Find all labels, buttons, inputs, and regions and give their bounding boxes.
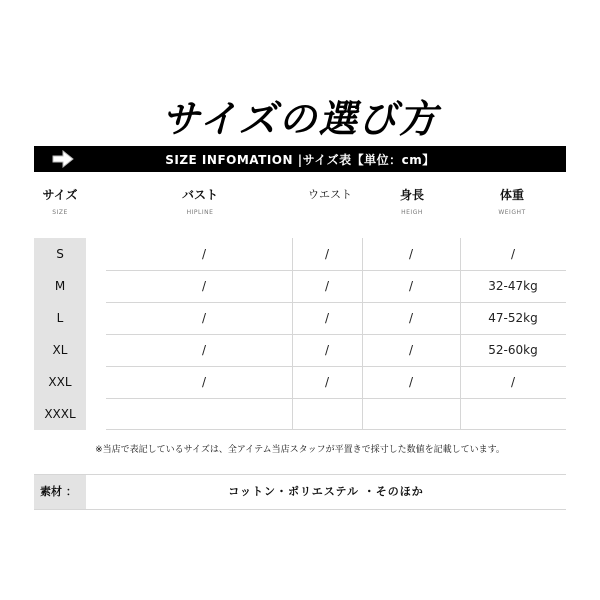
column-header-size (34, 186, 86, 216)
height-cell: / (408, 247, 414, 261)
bust-cell: / (201, 247, 207, 261)
weight-cell (464, 398, 562, 430)
bust-cell: / (201, 343, 207, 357)
page-title: サイズの選び方 (161, 97, 439, 141)
column-header-weight (472, 186, 552, 216)
column-header-label: ウエスト (308, 188, 352, 201)
column-header-label: バスト (181, 188, 218, 202)
bust-cell: / (201, 375, 207, 389)
column-header-waist (290, 186, 370, 208)
column-header-label: サイズ (42, 188, 78, 202)
column-header-sub: HEIGH (401, 209, 423, 216)
column-header-sub: HIPLINE (186, 209, 214, 216)
height-cell: / (408, 279, 414, 293)
size-cell: XL (52, 343, 68, 357)
measurement-note: ※当店で表記しているサイズは、全アイテム当店スタッフが平置きで採寸した数値を記載しています。 (95, 445, 505, 455)
weight-cell: / (510, 247, 516, 261)
size-table (34, 238, 566, 430)
column-header-bust (160, 186, 240, 216)
weight-cell: 47-52kg (488, 311, 538, 325)
size-cell: L (56, 311, 64, 325)
size-cell: XXXL (44, 407, 76, 421)
column-divider (362, 238, 363, 430)
height-cell: / (408, 311, 414, 325)
size-cell: M (54, 279, 66, 293)
height-cell (366, 398, 456, 430)
weight-cell: 52-60kg (488, 343, 538, 357)
waist-cell: / (324, 279, 330, 293)
height-cell: / (408, 343, 414, 357)
weight-cell: / (510, 375, 516, 389)
material-row (34, 474, 566, 510)
waist-cell (296, 398, 358, 430)
material-label: 素材 ： (34, 475, 86, 509)
material-value: コットン・ポリエステル ・そのほか (228, 485, 424, 498)
waist-cell: / (324, 375, 330, 389)
column-divider (460, 238, 461, 430)
size-cell: S (56, 247, 64, 261)
column-header-sub: WEIGHT (498, 209, 526, 216)
waist-cell: / (324, 247, 330, 261)
column-divider (292, 238, 293, 430)
height-cell: / (408, 375, 414, 389)
bust-cell: / (201, 311, 207, 325)
column-header-height (372, 186, 452, 216)
size-info-text: SIZE INFOMATION |サイズ表【単位：cm】 (165, 153, 435, 167)
column-header-label: 身長 (399, 188, 424, 202)
waist-cell: / (324, 311, 330, 325)
weight-cell: 32-47kg (488, 279, 538, 293)
column-header-sub: SIZE (52, 209, 68, 216)
bust-cell: / (201, 279, 207, 293)
bust-cell (154, 398, 254, 430)
waist-cell: / (324, 343, 330, 357)
size-info-bar (34, 146, 566, 172)
column-header-label: 体重 (499, 188, 524, 202)
size-cell: XXL (48, 375, 72, 389)
